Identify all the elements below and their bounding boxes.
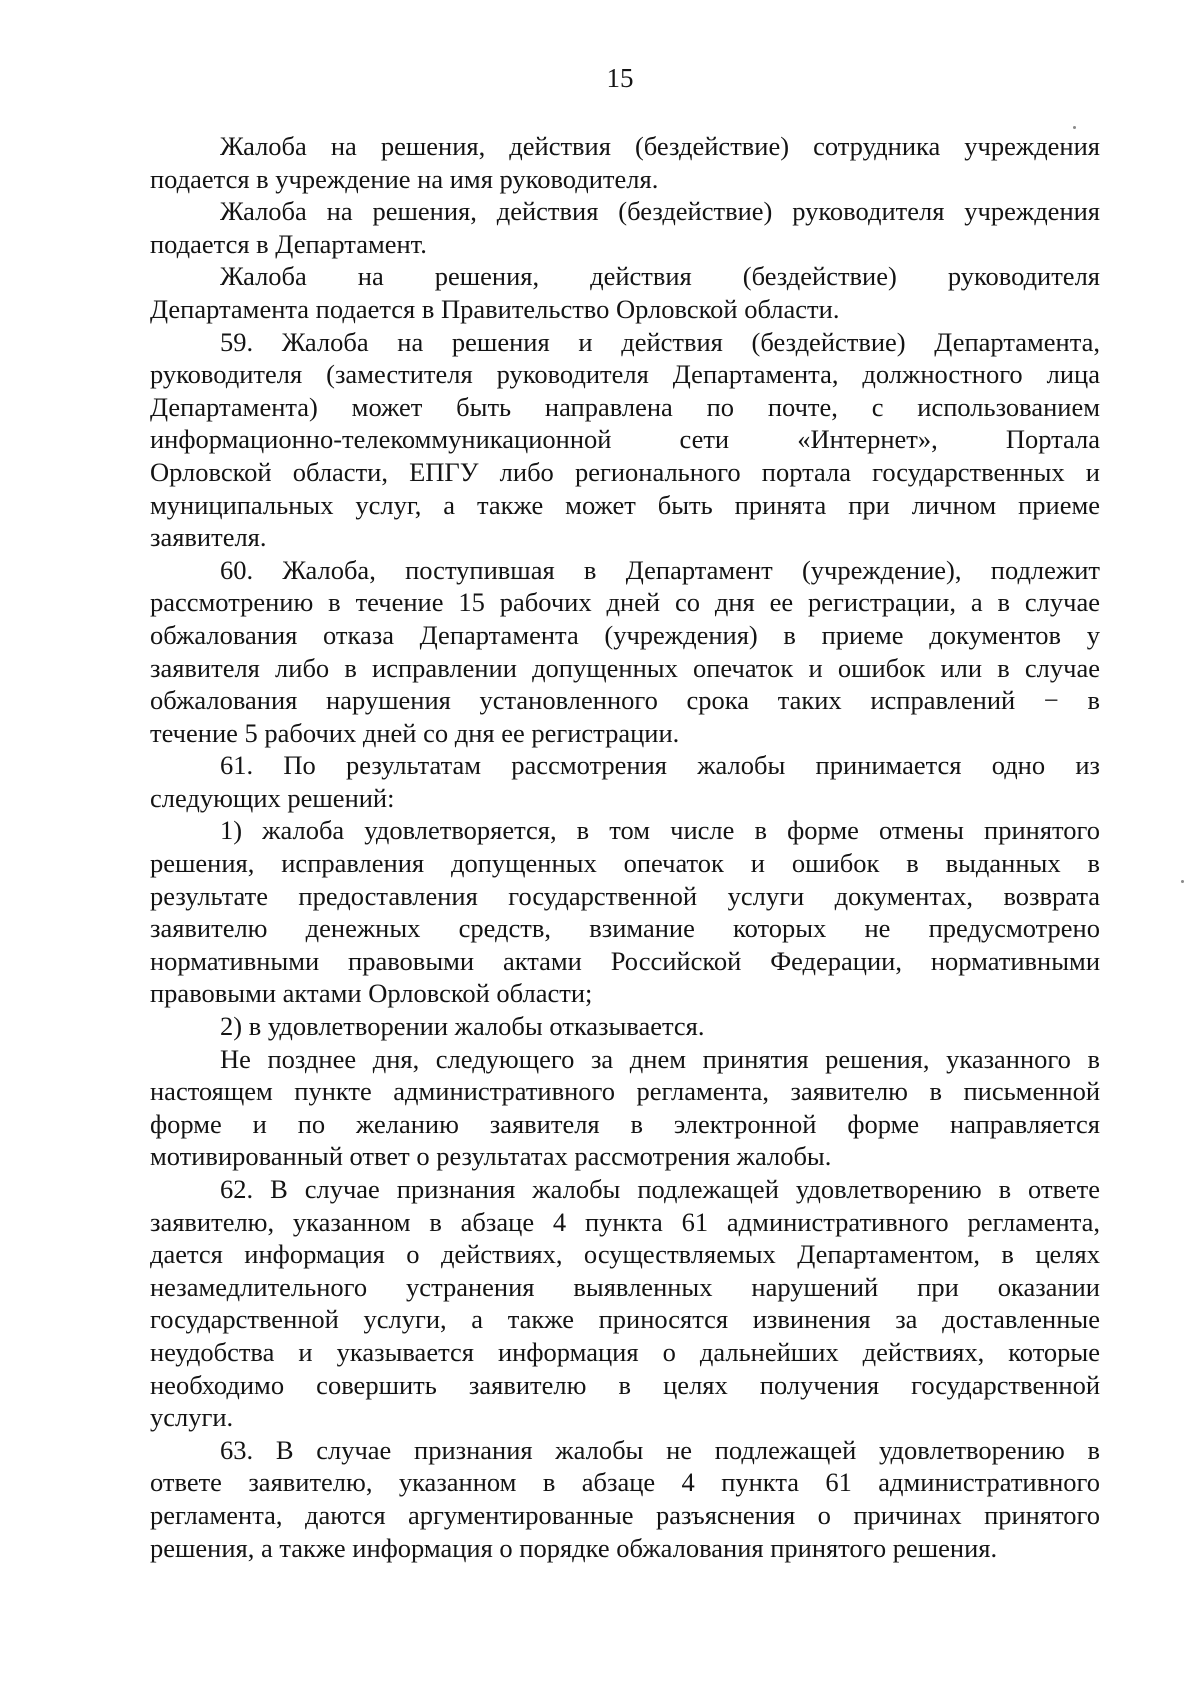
text-line: результате предоставления государственной услуги документах, возврата (150, 880, 1100, 911)
text-line: руководителя (заместителя руководителя Департамента, должностного лица (150, 359, 1100, 390)
text-line: 59. Жалоба на решения и действия (бездействие) Департамента, (220, 326, 1100, 357)
text-line: 2) в удовлетворении жалобы отказывается. (220, 1011, 705, 1042)
text-line: Департамента подается в Правительство Орловской области. (150, 293, 840, 324)
text-line: ответе заявителю, указанном в абзаце 4 пункта 61 административного (150, 1467, 1100, 1498)
paragraph (150, 260, 1100, 325)
text-line: заявителю, указанном в абзаце 4 пункта 61 административного регламента, (150, 1206, 1100, 1237)
paragraph (150, 1010, 1100, 1043)
paragraph (150, 749, 1100, 814)
scan-speck (1181, 880, 1184, 883)
text-line: 1) жалоба удовлетворяется, в том числе в форме отмены принятого (220, 815, 1100, 846)
text-line: обжалования отказа Департамента (учреждения) в приеме документов у (150, 619, 1100, 650)
text-line: необходимо совершить заявителю в целях получения государственной (150, 1369, 1100, 1400)
text-line: 62. В случае признания жалобы подлежащей удовлетворению в ответе (220, 1174, 1100, 1204)
text-line: регламента, даются аргументированные разъяснения о причинах принятого (150, 1499, 1100, 1530)
text-line: Жалоба на решения, действия (бездействие) руководителя (220, 261, 1100, 292)
text-line: информационно-телекоммуникационной сети «Интернет», Портала (150, 424, 1100, 455)
text-line: подается в учреждение на имя руководителя. (150, 163, 659, 194)
text-line: рассмотрению в течение 15 рабочих дней со дня ее регистрации, а в случае (150, 587, 1100, 618)
text-line: Жалоба на решения, действия (бездействие) сотрудника учреждения (220, 131, 1100, 161)
text-line: дается информация о действиях, осуществляемых Департаментом, в целях (150, 1239, 1100, 1270)
text-line: форме и по желанию заявителя в электронной форме направляется (150, 1108, 1100, 1139)
text-line: 63. В случае признания жалобы не подлежащей удовлетворению в (220, 1434, 1100, 1465)
text-line: решения, исправления допущенных опечаток и ошибок в выданных в (150, 848, 1100, 879)
text-line: мотивированный ответ о результатах рассмотрения жалобы. (150, 1141, 832, 1172)
paragraph (150, 326, 1100, 554)
text-line: заявителя. (150, 522, 267, 553)
text-line: правовыми актами Орловской области; (150, 978, 593, 1009)
paragraph (150, 1434, 1100, 1564)
text-line: государственной услуги, а также приносятся извинения за доставленные (150, 1304, 1100, 1335)
text-line: решения, а также информация о порядке обжалования принятого решения. (150, 1532, 998, 1563)
document-body (150, 130, 1100, 1564)
scan-speck (1073, 126, 1076, 129)
paragraph (150, 1043, 1100, 1173)
text-line: течение 5 рабочих дней со дня ее регистрации. (150, 717, 680, 748)
text-line: неудобства и указывается информация о дальнейших действиях, которые (150, 1336, 1100, 1367)
text-line: обжалования нарушения установленного срока таких исправлений − в (150, 685, 1100, 716)
text-line: подается в Департамент. (150, 228, 427, 259)
paragraph (150, 130, 1100, 195)
text-line: Жалоба на решения, действия (бездействие) руководителя учреждения (220, 196, 1100, 227)
text-line: незамедлительного устранения выявленных нарушений при оказании (150, 1271, 1100, 1302)
text-line: 60. Жалоба, поступившая в Департамент (учреждение), подлежит (220, 554, 1100, 585)
text-line: 61. По результатам рассмотрения жалобы принимается одно из (220, 750, 1100, 781)
paragraph (150, 814, 1100, 1010)
text-line: муниципальных услуг, а также может быть принята при личном приеме (150, 489, 1100, 520)
paragraph (150, 1173, 1100, 1434)
text-line: нормативными правовыми актами Российской Федерации, нормативными (150, 945, 1100, 976)
paragraph (150, 554, 1100, 750)
text-line: заявителю денежных средств, взимание которых не предусмотрено (150, 913, 1100, 944)
text-line: Департамента) может быть направлена по почте, с использованием (150, 391, 1100, 422)
text-line: заявителя либо в исправлении допущенных опечаток и ошибок или в случае (150, 652, 1100, 683)
page-number: 15 (606, 63, 634, 93)
text-line: следующих решений: (150, 782, 395, 813)
paragraph (150, 195, 1100, 260)
text-line: Орловской области, ЕПГУ либо регионального портала государственных и (150, 456, 1100, 487)
text-line: настоящем пункте административного регламента, заявителю в письменной (150, 1076, 1100, 1107)
text-line: услуги. (150, 1402, 234, 1433)
text-line: Не позднее дня, следующего за днем принятия решения, указанного в (220, 1043, 1100, 1074)
